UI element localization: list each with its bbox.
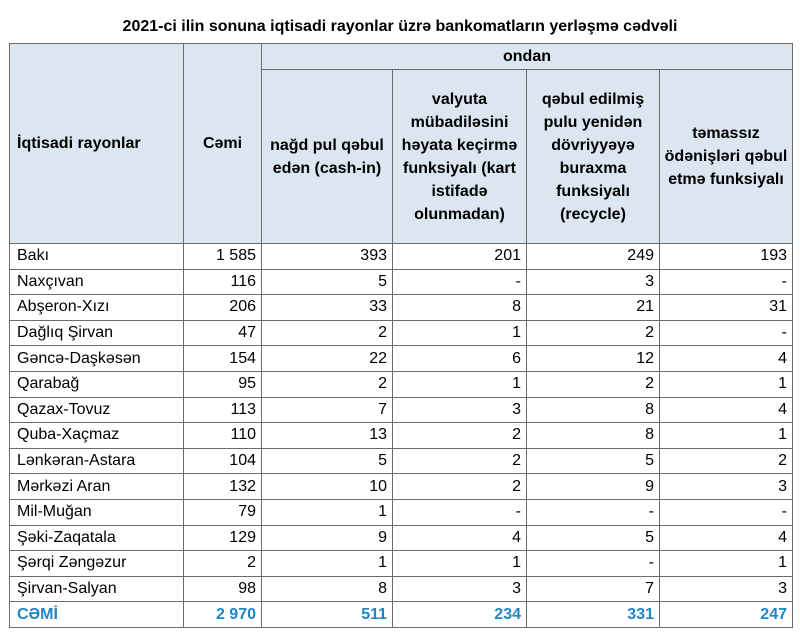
cash-in-value: 9 [262,525,393,551]
contactless-value: 4 [660,525,793,551]
region-name: Quba-Xaçmaz [10,423,184,449]
cash-in-value: 1 [262,499,393,525]
exchange-value: 201 [393,244,527,270]
cash-in-value: 13 [262,423,393,449]
cash-in-value: 10 [262,474,393,500]
total-value: 104 [184,448,262,474]
recycle-value: 12 [527,346,660,372]
grand-total-value: 2 970 [184,602,262,628]
region-name: Şərqi Zəngəzur [10,551,184,577]
exchange-value: 6 [393,346,527,372]
header-total: Cəmi [184,44,262,244]
table-row [10,576,793,602]
header-recycle: qəbul edilmiş pulu yenidən dövriyyəyə buraxma funksiyalı (recycle) [527,70,660,244]
recycle-value: 2 [527,371,660,397]
total-value: 154 [184,346,262,372]
region-name: Mərkəzi Aran [10,474,184,500]
contactless-value: 1 [660,551,793,577]
exchange-value: 3 [393,397,527,423]
region-name: Şəki-Zaqatala [10,525,184,551]
header-exchange: valyuta mübadiləsini həyata keçirmə funksiyalı (kart istifadə olunmadan) [393,70,527,244]
contactless-value: 4 [660,397,793,423]
total-exchange-value: 234 [393,602,527,628]
total-value: 47 [184,320,262,346]
table-row [10,269,793,295]
total-value: 129 [184,525,262,551]
recycle-value: 2 [527,320,660,346]
region-name: Lənkəran-Astara [10,448,184,474]
total-label: CƏMİ [10,602,184,628]
contactless-value: 2 [660,448,793,474]
recycle-value: 5 [527,448,660,474]
recycle-value: 9 [527,474,660,500]
contactless-value: 1 [660,423,793,449]
cash-in-value: 22 [262,346,393,372]
recycle-value: - [527,551,660,577]
region-name: Qazax-Tovuz [10,397,184,423]
recycle-value: 8 [527,397,660,423]
exchange-value: 1 [393,371,527,397]
contactless-value: 4 [660,346,793,372]
total-value: 1 585 [184,244,262,270]
region-name: Dağlıq Şirvan [10,320,184,346]
contactless-value: 193 [660,244,793,270]
region-name: Qarabağ [10,371,184,397]
recycle-value: - [527,499,660,525]
table-row [10,320,793,346]
total-cash-in-value: 511 [262,602,393,628]
total-value: 79 [184,499,262,525]
recycle-value: 8 [527,423,660,449]
recycle-value: 7 [527,576,660,602]
cash-in-value: 2 [262,371,393,397]
table-title: 2021-ci ilin sonuna iqtisadi rayonlar üzrə bankomatların yerləşmə cədvəli [122,18,678,35]
exchange-value: 1 [393,320,527,346]
table-header [10,44,793,244]
recycle-value: 21 [527,295,660,321]
table-row [10,397,793,423]
exchange-value: 2 [393,474,527,500]
exchange-value: 8 [393,295,527,321]
cash-in-value: 33 [262,295,393,321]
header-cash-in: nağd pul qəbul edən (cash-in) [262,70,393,244]
contactless-value: - [660,499,793,525]
contactless-value: - [660,269,793,295]
exchange-value: 4 [393,525,527,551]
cash-in-value: 7 [262,397,393,423]
table-row [10,551,793,577]
region-name: Bakı [10,244,184,270]
region-name: Şirvan-Salyan [10,576,184,602]
table-row [10,474,793,500]
contactless-value: 1 [660,371,793,397]
cash-in-value: 1 [262,551,393,577]
table-row [10,244,793,270]
contactless-value: 3 [660,576,793,602]
recycle-value: 3 [527,269,660,295]
cash-in-value: 5 [262,269,393,295]
header-contactless: təmassız ödənişləri qəbul etmə funksiyalı [660,70,793,244]
table-row [10,423,793,449]
table-row [10,346,793,372]
exchange-value: 3 [393,576,527,602]
total-row [10,602,793,628]
region-name: Mil-Muğan [10,499,184,525]
cash-in-value: 393 [262,244,393,270]
contactless-value: 3 [660,474,793,500]
table-row [10,371,793,397]
contactless-value: 31 [660,295,793,321]
total-value: 110 [184,423,262,449]
total-value: 116 [184,269,262,295]
total-value: 206 [184,295,262,321]
total-value: 132 [184,474,262,500]
contactless-value: - [660,320,793,346]
total-value: 2 [184,551,262,577]
region-name: Gəncə-Daşkəsən [10,346,184,372]
atm-table [9,43,793,628]
total-value: 98 [184,576,262,602]
table-row [10,448,793,474]
cash-in-value: 5 [262,448,393,474]
total-value: 113 [184,397,262,423]
exchange-value: - [393,499,527,525]
table-body [10,244,793,628]
exchange-value: 1 [393,551,527,577]
total-contactless-value: 247 [660,602,793,628]
exchange-value: - [393,269,527,295]
region-name: Naxçıvan [10,269,184,295]
cash-in-value: 2 [262,320,393,346]
region-name: Abşeron-Xızı [10,295,184,321]
header-region: İqtisadi rayonlar [10,44,184,244]
total-recycle-value: 331 [527,602,660,628]
table-row [10,499,793,525]
exchange-value: 2 [393,448,527,474]
table-row [10,525,793,551]
recycle-value: 5 [527,525,660,551]
total-value: 95 [184,371,262,397]
recycle-value: 249 [527,244,660,270]
header-ondan: ondan [262,44,793,70]
cash-in-value: 8 [262,576,393,602]
exchange-value: 2 [393,423,527,449]
table-row [10,295,793,321]
